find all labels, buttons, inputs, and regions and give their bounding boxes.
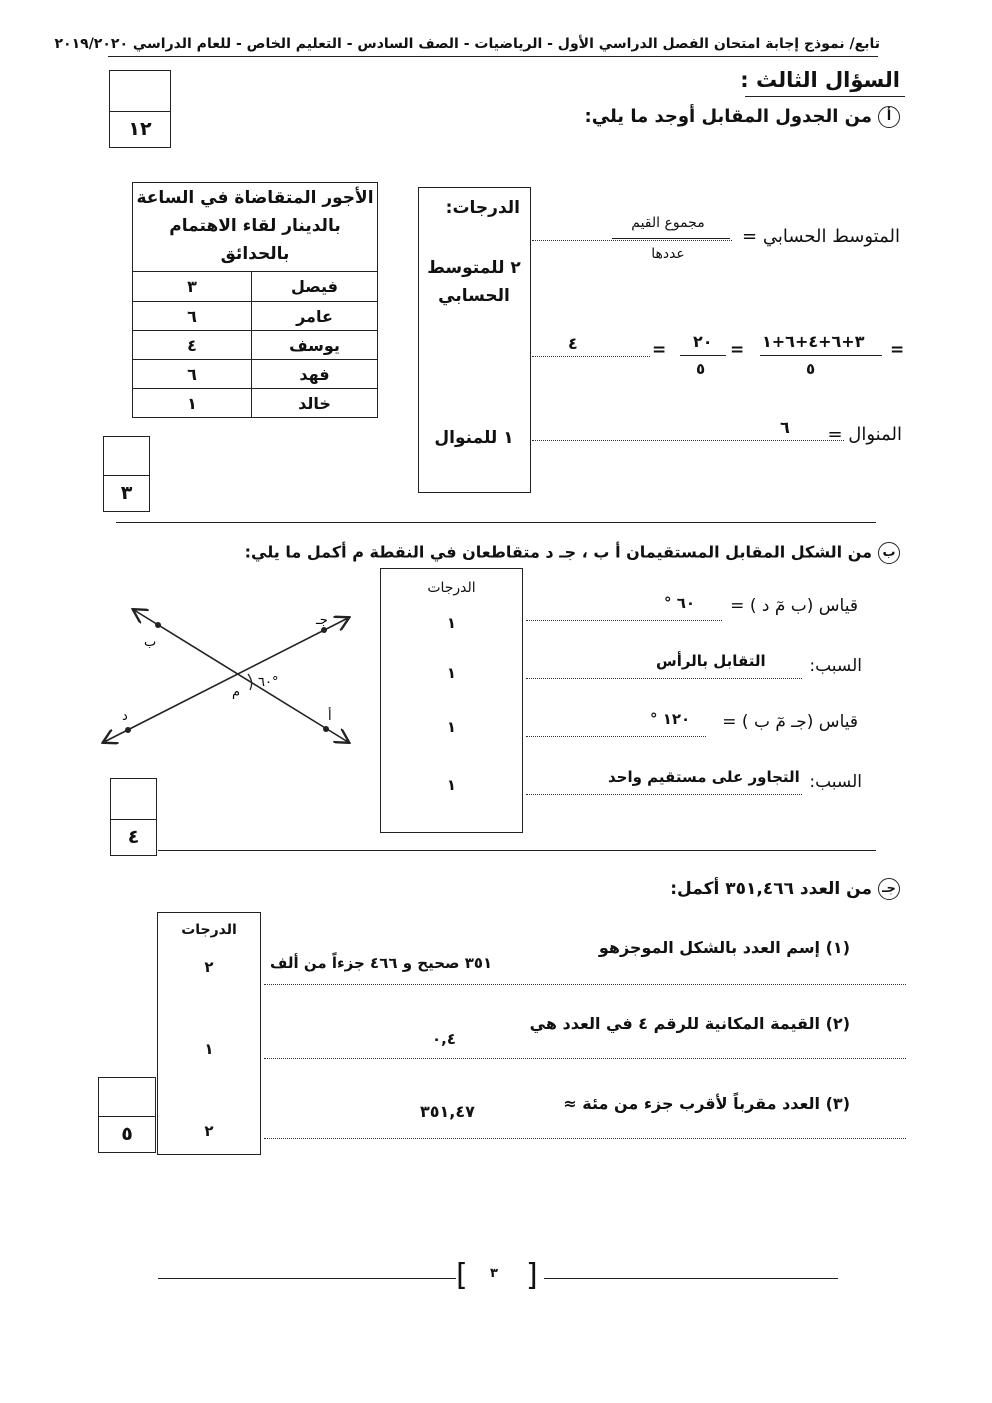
label-m: م	[232, 685, 241, 700]
wages-table	[132, 271, 378, 418]
fraction-numerator: مجموع القيم	[631, 215, 705, 231]
part-c-item-1-answer: ٣٥١ صحيح و ٤٦٦ جزءاً من ألف	[270, 954, 493, 972]
calc-equals-3: =	[652, 340, 667, 360]
part-b-point-2: ١	[446, 664, 457, 682]
part-c-item-3-label: (٣) العدد مقرباً لأقرب جزء من مئة ≈	[563, 1094, 850, 1113]
footer-line-right	[544, 1278, 838, 1279]
part-c-item-2-dots	[264, 1058, 906, 1059]
part-c-item-3-answer: ٣٥١,٤٧	[420, 1102, 475, 1121]
part-b-line-1-dots	[526, 620, 722, 621]
person-name: خالد	[252, 389, 378, 418]
point-b-dot	[155, 622, 161, 628]
table-row	[133, 331, 378, 360]
question-title-underline	[745, 96, 905, 97]
wage-value: ٣	[133, 272, 252, 302]
footer-bracket-left: [	[456, 1258, 468, 1293]
intersecting-lines-figure	[98, 600, 360, 752]
person-name: يوسف	[252, 331, 378, 360]
calc-answer-line	[532, 356, 650, 357]
part-c-score: ٥	[121, 1123, 133, 1145]
mode-answer-line	[532, 440, 844, 441]
part-b-line-3-label: قياس (جـ مٓ ب ) =	[722, 712, 858, 732]
part-b-line-2-dots	[526, 678, 802, 679]
footer-bracket-right: ]	[526, 1258, 538, 1293]
part-a-prompt-text: من الجدول المقابل أوجد ما يلي:	[584, 106, 872, 127]
part-c-point-2: ١	[204, 1040, 214, 1058]
part-a-letter: أ	[878, 106, 900, 128]
total-score-box	[109, 70, 171, 148]
calc-result: ٤	[568, 334, 578, 353]
calc-bar-2	[680, 355, 726, 356]
calc-equals-sign: =	[890, 340, 905, 360]
wage-value: ١	[133, 389, 252, 418]
part-b-prompt-text: من الشكل المقابل المستقيمان أ ب ، جـ د متقاطعان في النقطة م أكمل ما يلي:	[244, 542, 872, 562]
part-b-score: ٤	[127, 826, 140, 848]
part-b-grading-heading: الدرجات	[427, 580, 476, 596]
table-row	[133, 389, 378, 418]
wages-table-title: الأجور المتقاضاة في الساعة بالدينار لقاء الاهتمام بالحدائق	[136, 188, 374, 264]
part-b-line-4-answer: التجاور على مستقيم واحد	[608, 768, 800, 786]
table-row	[133, 302, 378, 331]
question-title: السؤال الثالث :	[740, 68, 900, 92]
mean-label: المتوسط الحسابي =	[742, 226, 900, 247]
part-c-grading-box	[157, 912, 261, 1155]
part-c-item-2-answer: ٠,٤	[432, 1030, 457, 1048]
mode-value: ٦	[780, 418, 790, 437]
header-underline	[108, 56, 878, 57]
part-a-separator	[116, 522, 876, 523]
label-b: ب	[144, 635, 157, 650]
calc-equals-2: =	[730, 340, 745, 360]
label-d: د	[122, 709, 128, 724]
part-a-mean-points: ٢ للمتوسط الحسابي	[427, 258, 521, 306]
part-c-score-box	[98, 1077, 156, 1153]
total-score: ١٢	[128, 118, 152, 140]
part-c-point-1: ٢	[204, 958, 214, 976]
part-b-line-2-label: السبب:	[809, 656, 862, 676]
part-c-item-1-label: (١) إسم العدد بالشكل الموجزهو	[598, 938, 850, 957]
angle-label: ٦٠°	[258, 675, 279, 690]
part-b-line-4-dots	[526, 794, 802, 795]
part-b-line-3-dots	[526, 736, 706, 737]
part-b-line-4-label: السبب:	[809, 772, 862, 792]
table-row	[133, 360, 378, 389]
page-header: تابع/ نموذج إجابة امتحان الفصل الدراسي الأول - الرياضيات - الصف السادس - التعليم الخاص - للعام الدراسي ٢٠١٩/٢٠٢٠	[54, 36, 880, 52]
part-c-prompt	[670, 878, 900, 900]
point-d-dot	[125, 727, 131, 733]
part-b-line-3-answer: ١٢٠ °	[650, 710, 691, 728]
person-name: فهد	[252, 360, 378, 389]
wage-value: ٦	[133, 302, 252, 331]
part-b-point-3: ١	[446, 718, 457, 736]
part-b-score-box	[110, 778, 157, 856]
mode-label: المنوال =	[827, 424, 902, 445]
mean-answer-line	[532, 240, 732, 241]
wage-value: ٤	[133, 331, 252, 360]
person-name: عامر	[252, 302, 378, 331]
part-b-line-2-answer: التقابل بالرأس	[656, 652, 766, 670]
footer-line-left	[158, 1278, 456, 1279]
calc-den-1: ٥	[806, 360, 816, 378]
part-c-item-1-dots	[264, 984, 906, 985]
line-c-d	[104, 618, 348, 742]
label-c: جـ	[316, 613, 328, 628]
part-b-point-1: ١	[446, 614, 457, 632]
part-c-item-2-label: (٢) القيمة المكانية للرقم ٤ في العدد هي	[529, 1014, 850, 1033]
part-c-letter: جـ	[878, 878, 900, 900]
part-b-line-1-label: قياس (ب مٓ د ) =	[730, 596, 858, 616]
part-c-grading-heading: الدرجات	[181, 922, 237, 938]
part-b-letter: ب	[878, 542, 900, 564]
part-a-prompt	[585, 106, 900, 128]
calc-bar-1	[760, 355, 882, 356]
part-c-prompt-text: من العدد ٣٥١,٤٦٦ أكمل:	[670, 879, 872, 899]
fraction-denominator: عددها	[651, 246, 685, 262]
part-c-item-3-dots	[264, 1138, 906, 1139]
point-a-dot	[323, 726, 329, 732]
part-b-prompt	[245, 542, 900, 564]
part-b-separator	[158, 850, 876, 851]
part-c-point-3: ٢	[204, 1122, 214, 1140]
fraction-bar	[612, 238, 730, 239]
calc-sum: ٣+٦+٤+٦+١	[762, 332, 865, 351]
part-a-mode-points: ١ للمنوال	[434, 428, 514, 448]
part-a-grading-heading: الدرجات:	[445, 198, 520, 218]
line-a-b	[134, 610, 348, 742]
page-number: ٣	[490, 1266, 498, 1281]
person-name: فيصل	[252, 272, 378, 302]
table-row	[133, 272, 378, 302]
part-a-score-box	[103, 436, 150, 512]
part-a-score: ٣	[120, 482, 133, 504]
part-b-point-4: ١	[446, 776, 457, 794]
calc-mid: ٢٠	[693, 332, 713, 351]
wage-value: ٦	[133, 360, 252, 389]
label-a: أ	[328, 709, 332, 724]
calc-den-2: ٥	[696, 360, 706, 378]
part-b-line-1-answer: ٦٠ °	[664, 594, 696, 612]
